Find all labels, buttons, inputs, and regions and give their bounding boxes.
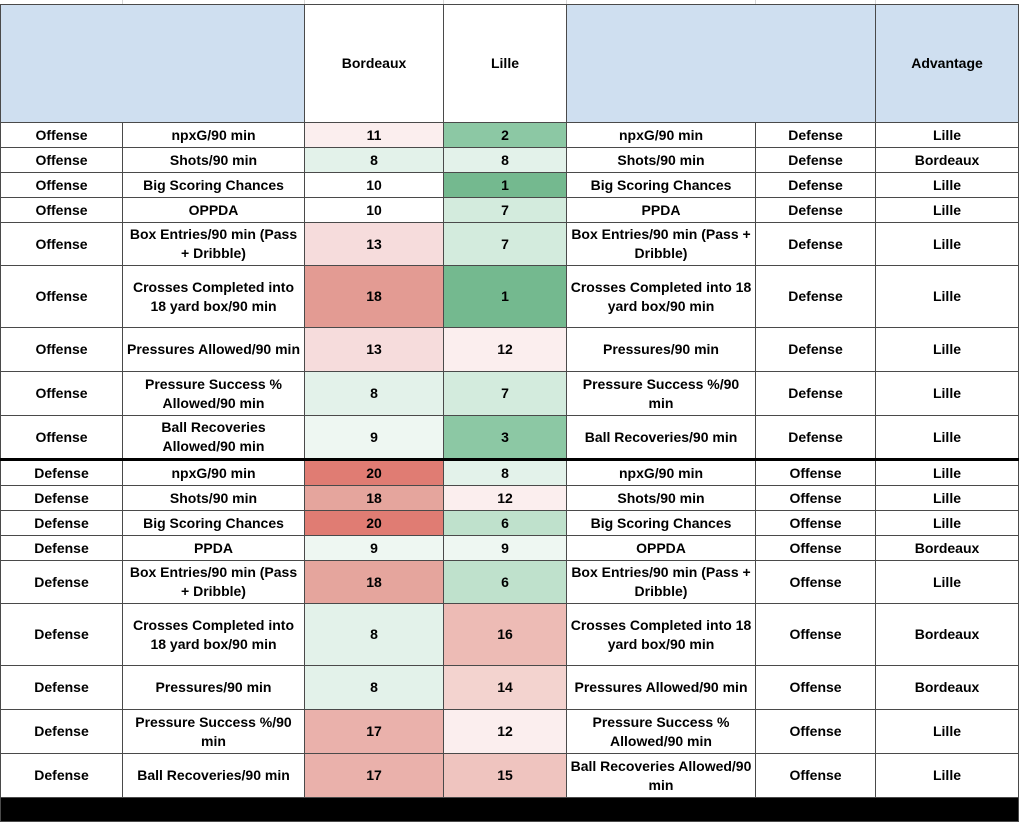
row-metric-left[interactable]: OPPDA — [123, 198, 305, 223]
row-side-left[interactable]: Offense — [1, 328, 123, 372]
row-side-right[interactable]: Defense — [756, 223, 876, 266]
row-metric-right[interactable]: Pressure Success % Allowed/90 min — [567, 710, 756, 754]
table-row — [1, 416, 1019, 460]
row-advantage[interactable]: Lille — [876, 511, 1019, 536]
row-side-right[interactable]: Defense — [756, 173, 876, 198]
row-lille-rank[interactable]: 3 — [444, 416, 567, 460]
row-bordeaux-rank[interactable]: 11 — [305, 123, 444, 148]
row-lille-rank[interactable]: 2 — [444, 123, 567, 148]
row-lille-rank[interactable]: 16 — [444, 604, 567, 666]
row-bordeaux-rank[interactable]: 18 — [305, 561, 444, 604]
row-lille-rank[interactable]: 7 — [444, 223, 567, 266]
row-metric-right[interactable]: Pressures Allowed/90 min — [567, 666, 756, 710]
row-bordeaux-rank[interactable]: 10 — [305, 173, 444, 198]
row-side-right[interactable]: Defense — [756, 123, 876, 148]
row-side-right[interactable]: Defense — [756, 198, 876, 223]
row-metric-left[interactable]: Crosses Completed into 18 yard box/90 min — [123, 266, 305, 328]
row-metric-left[interactable]: Ball Recoveries Allowed/90 min — [123, 416, 305, 460]
row-advantage[interactable]: Lille — [876, 561, 1019, 604]
row-metric-left[interactable]: Box Entries/90 min (Pass + Dribble) — [123, 561, 305, 604]
row-bordeaux-rank[interactable]: 9 — [305, 416, 444, 460]
row-lille-rank[interactable]: 1 — [444, 266, 567, 328]
row-side-right[interactable]: Offense — [756, 666, 876, 710]
row-side-left[interactable]: Defense — [1, 460, 123, 486]
row-side-right[interactable]: Defense — [756, 148, 876, 173]
row-metric-left[interactable]: npxG/90 min — [123, 460, 305, 486]
data-source-note: Data provided from fbref.com, understat.com, and infogol.net — [1, 798, 1019, 822]
table-row — [1, 266, 1019, 328]
row-advantage[interactable]: Lille — [876, 223, 1019, 266]
row-metric-right[interactable]: Box Entries/90 min (Pass + Dribble) — [567, 561, 756, 604]
row-side-left[interactable]: Defense — [1, 754, 123, 798]
row-side-left[interactable]: Offense — [1, 123, 123, 148]
footer-row — [1, 798, 1019, 822]
row-bordeaux-rank[interactable]: 9 — [305, 536, 444, 561]
table-row — [1, 460, 1019, 486]
row-metric-left[interactable]: Pressure Success %/90 min — [123, 710, 305, 754]
row-metric-left[interactable]: PPDA — [123, 536, 305, 561]
row-advantage[interactable]: Lille — [876, 123, 1019, 148]
row-lille-rank[interactable]: 7 — [444, 372, 567, 416]
header-row — [1, 5, 1019, 123]
row-side-right[interactable]: Offense — [756, 710, 876, 754]
row-advantage[interactable]: Lille — [876, 198, 1019, 223]
row-side-left[interactable]: Offense — [1, 198, 123, 223]
row-advantage[interactable]: Lille — [876, 460, 1019, 486]
row-lille-rank[interactable]: 12 — [444, 486, 567, 511]
row-lille-rank[interactable]: 6 — [444, 561, 567, 604]
row-bordeaux-rank[interactable]: 18 — [305, 266, 444, 328]
row-metric-right[interactable]: Pressures/90 min — [567, 328, 756, 372]
row-bordeaux-rank[interactable]: 8 — [305, 148, 444, 173]
row-side-right[interactable]: Defense — [756, 416, 876, 460]
row-metric-left[interactable]: Shots/90 min — [123, 486, 305, 511]
header-bordeaux[interactable]: Bordeaux — [305, 5, 444, 123]
row-metric-left[interactable]: Pressure Success % Allowed/90 min — [123, 372, 305, 416]
row-metric-left[interactable]: Big Scoring Chances — [123, 511, 305, 536]
row-side-left[interactable]: Defense — [1, 710, 123, 754]
row-advantage[interactable]: Lille — [876, 754, 1019, 798]
row-metric-right[interactable]: OPPDA — [567, 536, 756, 561]
row-metric-left[interactable]: Ball Recoveries/90 min — [123, 754, 305, 798]
row-metric-left[interactable]: Box Entries/90 min (Pass + Dribble) — [123, 223, 305, 266]
row-side-right[interactable]: Defense — [756, 328, 876, 372]
row-lille-rank[interactable]: 9 — [444, 536, 567, 561]
row-bordeaux-rank[interactable]: 8 — [305, 666, 444, 710]
row-metric-left[interactable]: Crosses Completed into 18 yard box/90 min — [123, 604, 305, 666]
row-advantage[interactable]: Lille — [876, 416, 1019, 460]
table-row — [1, 123, 1019, 148]
row-side-left[interactable]: Offense — [1, 416, 123, 460]
row-metric-right[interactable]: npxG/90 min — [567, 123, 756, 148]
row-lille-rank[interactable]: 12 — [444, 328, 567, 372]
row-side-left[interactable]: Defense — [1, 561, 123, 604]
row-bordeaux-rank[interactable]: 8 — [305, 604, 444, 666]
row-advantage[interactable]: Lille — [876, 486, 1019, 511]
table-row — [1, 604, 1019, 666]
row-lille-rank[interactable]: 6 — [444, 511, 567, 536]
row-metric-left[interactable]: npxG/90 min — [123, 123, 305, 148]
row-advantage[interactable]: Lille — [876, 173, 1019, 198]
row-side-left[interactable]: Offense — [1, 148, 123, 173]
row-metric-left[interactable]: Pressures Allowed/90 min — [123, 328, 305, 372]
header-advantage[interactable]: Advantage — [876, 5, 1019, 123]
row-bordeaux-rank[interactable]: 10 — [305, 198, 444, 223]
row-advantage[interactable]: Bordeaux — [876, 148, 1019, 173]
row-side-right[interactable]: Defense — [756, 372, 876, 416]
row-metric-right[interactable]: Big Scoring Chances — [567, 511, 756, 536]
row-lille-rank[interactable]: 12 — [444, 710, 567, 754]
row-side-right[interactable]: Offense — [756, 511, 876, 536]
table-row — [1, 666, 1019, 710]
table-row — [1, 372, 1019, 416]
row-metric-right[interactable]: Shots/90 min — [567, 486, 756, 511]
comparison-table — [0, 4, 1019, 822]
row-advantage[interactable]: Bordeaux — [876, 604, 1019, 666]
row-side-left[interactable]: Defense — [1, 511, 123, 536]
header-blank-left — [1, 5, 305, 123]
row-advantage[interactable]: Lille — [876, 266, 1019, 328]
row-lille-rank[interactable]: 8 — [444, 460, 567, 486]
row-bordeaux-rank[interactable]: 20 — [305, 511, 444, 536]
row-side-right[interactable]: Offense — [756, 561, 876, 604]
row-side-right[interactable]: Offense — [756, 536, 876, 561]
row-metric-right[interactable]: Crosses Completed into 18 yard box/90 min — [567, 266, 756, 328]
row-side-left[interactable]: Defense — [1, 604, 123, 666]
table-row — [1, 223, 1019, 266]
table-row — [1, 710, 1019, 754]
row-bordeaux-rank[interactable]: 13 — [305, 328, 444, 372]
table-row — [1, 486, 1019, 511]
row-lille-rank[interactable]: 15 — [444, 754, 567, 798]
row-side-right[interactable]: Offense — [756, 754, 876, 798]
row-advantage[interactable]: Lille — [876, 710, 1019, 754]
row-bordeaux-rank[interactable]: 13 — [305, 223, 444, 266]
row-metric-right[interactable]: Box Entries/90 min (Pass + Dribble) — [567, 223, 756, 266]
row-metric-left[interactable]: Pressures/90 min — [123, 666, 305, 710]
row-advantage[interactable]: Lille — [876, 328, 1019, 372]
row-side-left[interactable]: Offense — [1, 223, 123, 266]
row-metric-right[interactable]: npxG/90 min — [567, 460, 756, 486]
row-lille-rank[interactable]: 1 — [444, 173, 567, 198]
table-row — [1, 198, 1019, 223]
row-metric-right[interactable]: Ball Recoveries Allowed/90 min — [567, 754, 756, 798]
row-lille-rank[interactable]: 8 — [444, 148, 567, 173]
row-metric-right[interactable]: Pressure Success %/90 min — [567, 372, 756, 416]
row-advantage[interactable]: Bordeaux — [876, 536, 1019, 561]
header-lille[interactable]: Lille — [444, 5, 567, 123]
row-side-right[interactable]: Offense — [756, 604, 876, 666]
row-bordeaux-rank[interactable]: 20 — [305, 460, 444, 486]
table-row — [1, 148, 1019, 173]
row-side-right[interactable]: Defense — [756, 266, 876, 328]
row-side-left[interactable]: Offense — [1, 173, 123, 198]
row-bordeaux-rank[interactable]: 17 — [305, 754, 444, 798]
table-row — [1, 536, 1019, 561]
row-advantage[interactable]: Lille — [876, 372, 1019, 416]
row-side-left[interactable]: Offense — [1, 372, 123, 416]
row-side-left[interactable]: Defense — [1, 666, 123, 710]
row-metric-left[interactable]: Big Scoring Chances — [123, 173, 305, 198]
row-metric-right[interactable]: Crosses Completed into 18 yard box/90 min — [567, 604, 756, 666]
table-row — [1, 754, 1019, 798]
row-bordeaux-rank[interactable]: 18 — [305, 486, 444, 511]
row-advantage[interactable]: Bordeaux — [876, 666, 1019, 710]
row-metric-right[interactable]: Big Scoring Chances — [567, 173, 756, 198]
row-bordeaux-rank[interactable]: 8 — [305, 372, 444, 416]
row-lille-rank[interactable]: 7 — [444, 198, 567, 223]
row-metric-right[interactable]: Shots/90 min — [567, 148, 756, 173]
table-row — [1, 561, 1019, 604]
row-side-left[interactable]: Defense — [1, 486, 123, 511]
table-row — [1, 173, 1019, 198]
row-side-right[interactable]: Offense — [756, 486, 876, 511]
row-side-right[interactable]: Offense — [756, 460, 876, 486]
row-bordeaux-rank[interactable]: 17 — [305, 710, 444, 754]
row-side-left[interactable]: Defense — [1, 536, 123, 561]
row-metric-left[interactable]: Shots/90 min — [123, 148, 305, 173]
row-metric-right[interactable]: Ball Recoveries/90 min — [567, 416, 756, 460]
header-blank-right — [567, 5, 876, 123]
table-row — [1, 328, 1019, 372]
row-side-left[interactable]: Offense — [1, 266, 123, 328]
row-metric-right[interactable]: PPDA — [567, 198, 756, 223]
row-lille-rank[interactable]: 14 — [444, 666, 567, 710]
table-row — [1, 511, 1019, 536]
